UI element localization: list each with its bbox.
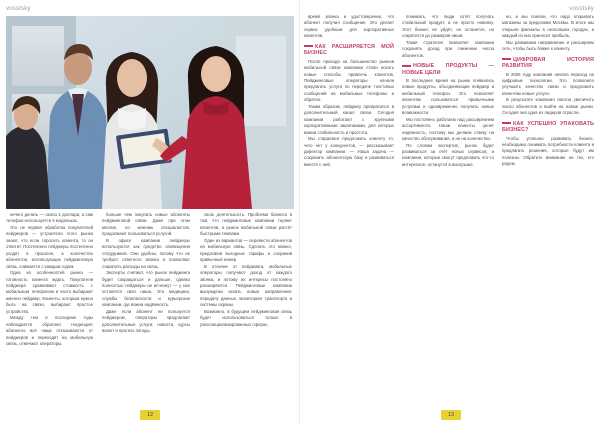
section-heading bbox=[502, 57, 594, 70]
heading-bar bbox=[402, 65, 411, 67]
heading-bar bbox=[502, 122, 511, 124]
heading-bar bbox=[502, 58, 511, 60]
right-column-1 bbox=[304, 14, 394, 408]
heading-bar bbox=[304, 45, 313, 47]
heading-text: НОВЫЕ ПРОДУКТЫ — НОВЫЕ ЦЕЛИ bbox=[402, 63, 494, 76]
paragraph: Даже если абонент не пользуется пейджером, операторы предлагают дополнительные услуги: новости, курсы валют и прогноз погоды. bbox=[102, 308, 190, 334]
section-heading bbox=[402, 63, 494, 76]
paragraph: больше чем покупать новые абоненты пейджинговой связи. Даже при этом многие, по мнению специалистов, продолжают пользоваться услугой. bbox=[102, 212, 190, 237]
heading-text: КАК РАСШИРЯЕТСЯ МОЙ БИЗНЕС bbox=[304, 43, 394, 57]
paragraph: Мы стараемся предложить клиенту то, чего нет у конкурентов, — рассказывает директор компании. — Наша задача — сохранить абонентскую базу и развиваться вместе с ней. bbox=[304, 136, 394, 167]
heading-text: КАК УСПЕШНО УПАКОВАТЬ БИЗНЕС? bbox=[502, 120, 594, 134]
paragraph: Мы развиваем направление и расширяем сеть, чтобы быть ближе к клиенту. bbox=[502, 39, 594, 52]
paragraph: свою деятельность. Проблема бизнеса в том, что пейджинговые компании теряют клиентов, а рынок мобильной связи растёт быстрыми темпами. bbox=[200, 212, 292, 237]
paragraph: Эксперты считают, что рынок пейджинга будет сокращаться и дальше, однако полностью пейджеры не исчезнут — у них останется своя ниша. Это медицина, службы безопасности и курьерские компании, где важна надёжность. bbox=[102, 270, 190, 308]
section-heading bbox=[502, 121, 594, 134]
paragraph: После прихода на большинство рынков мобильной связи компании стали искать новые способы привлечь клиентов. Пейджинговые операторы начали предлагать услуги по передаче текстовых сообщений на мобильные телефоны и обратно. bbox=[304, 58, 394, 103]
paragraph: Это не первая обработка покупателей пейджеров — устроители этого рынка знают, что если спросить клиента, то он ответит. Постепенно пейджеры постепенно уходят в прошлое, а количество абонентов, использующих пейджинговую связь, снижается с каждым годом. bbox=[6, 224, 93, 269]
paragraph: В 2006 году компания начала переход на цифровые технологии. Это позволило улучшить качество связи и предложить клиентам новые услуги. bbox=[502, 71, 594, 96]
paragraph: но, и мы поняли, что надо открывать магазины за пределами Москвы. В итоге мы открыли филиалы в нескольких городах, и каждый из них приносит прибыль. bbox=[502, 14, 594, 39]
left-column-1 bbox=[6, 212, 93, 408]
paragraph: Таким образом, пейджер превратился в дополнительный канал связи. Сегодня компании работают с крупными корпоративными заказчиками, для которых важна стабильность и простота. bbox=[304, 103, 394, 135]
paragraph: В отличие от пейджинга, мобильные операторы получают доход от каждого звонка, и потому их интересы постоянно расширяются. Пейджинговые компании вынуждены искать новые направления: передачу данных, мониторинг транспорта и системы охраны. bbox=[200, 263, 292, 308]
left-column-3 bbox=[200, 212, 292, 408]
right-column-2 bbox=[402, 14, 494, 408]
paragraph: В результате компания смогла увеличить число абонентов и выйти на новые рынки. Сегодня она одна из лидеров отрасли. bbox=[502, 97, 594, 116]
paragraph: понимать, что люди хотят получать стабильный продукт, а не просто новинку. Этот бизнес не уйдёт, он останется, но сократится до размеров ниши. bbox=[402, 14, 494, 39]
right-page bbox=[300, 0, 600, 424]
team-photo-illustration bbox=[6, 16, 294, 209]
paragraph: Один из вариантов — перевести абонентов на мобильную связь. Сделать это можно, предложив выгодные тарифы и сохранив привычный номер. bbox=[200, 237, 292, 263]
team-photo bbox=[6, 16, 294, 209]
running-head-left: vosstsky bbox=[6, 6, 31, 12]
paragraph: время звонка и удостоверение, что абонент получил сообщение. Это делает сервис удобным для корпоративных клиентов. bbox=[304, 14, 394, 39]
paragraph: Одна из особенностей рынка — готовность клиента ждать. Покупатели пейджера сравнивают стоимость с мобильным телефоном и часто выбирают именно пейджер. Клиенты, которым нужно быть на связи, выбирают простое устройство. bbox=[6, 270, 93, 314]
paragraph: нечего делать — около 1 доллара, а сам телефон используется в модельках. bbox=[6, 212, 93, 224]
paragraph: По словам экспертов, рынок будет развиваться за счёт новых сервисов, и компании, которые смогут предложить что-то интересное, останутся в выигрыше. bbox=[402, 142, 494, 167]
paragraph: В последнее время на рынке появились новые продукты, объединяющие пейджер и мобильный телефон. Это позволяет клиентам пользоваться привычными услугами и одновременно получать новые возможности. bbox=[402, 77, 494, 116]
right-column-3 bbox=[502, 14, 594, 408]
page-number-left: 12 bbox=[140, 410, 160, 420]
left-column-2 bbox=[102, 212, 190, 408]
paragraph: Чтобы успешно развивать бизнес, необходимо понимать потребности клиента и предлагать решения, которые будут им полезны. Обратите внимание на тех, кто рядом. bbox=[502, 135, 594, 167]
running-head-right: vosstsky bbox=[569, 6, 594, 12]
page-number-right: 13 bbox=[441, 410, 461, 420]
paragraph: В офисе компании пейджеры используются как средство оповещения сотрудников. Они удобны, потому что не требуют ответного звонка и позволяют сократить расходы на связь. bbox=[102, 237, 190, 269]
paragraph: Такая стратегия позволяет компании сохранять доход при снижении числа абонентов. bbox=[402, 39, 494, 58]
paragraph: Мы постоянно работаем над расширением ассортимента. Наши клиенты ценят надёжность, поэтому мы делаем ставку на качество обслуживания, а не на количество. bbox=[402, 116, 494, 142]
heading-text: ЦИФРОВАЯ ИСТОРИЯ РАЗВИТИЯ bbox=[502, 56, 594, 70]
section-heading bbox=[304, 44, 394, 57]
paragraph: Возможно, в будущем пейджинговая связь будет использоваться только в узкоспециализированных сферах. bbox=[200, 308, 292, 327]
paragraph: Между тем в последние годы наблюдается обратная тенденция: абоненты всё чаще отказываются от пейджеров и переходят на мобильную связь, отмечают операторы. bbox=[6, 315, 93, 347]
